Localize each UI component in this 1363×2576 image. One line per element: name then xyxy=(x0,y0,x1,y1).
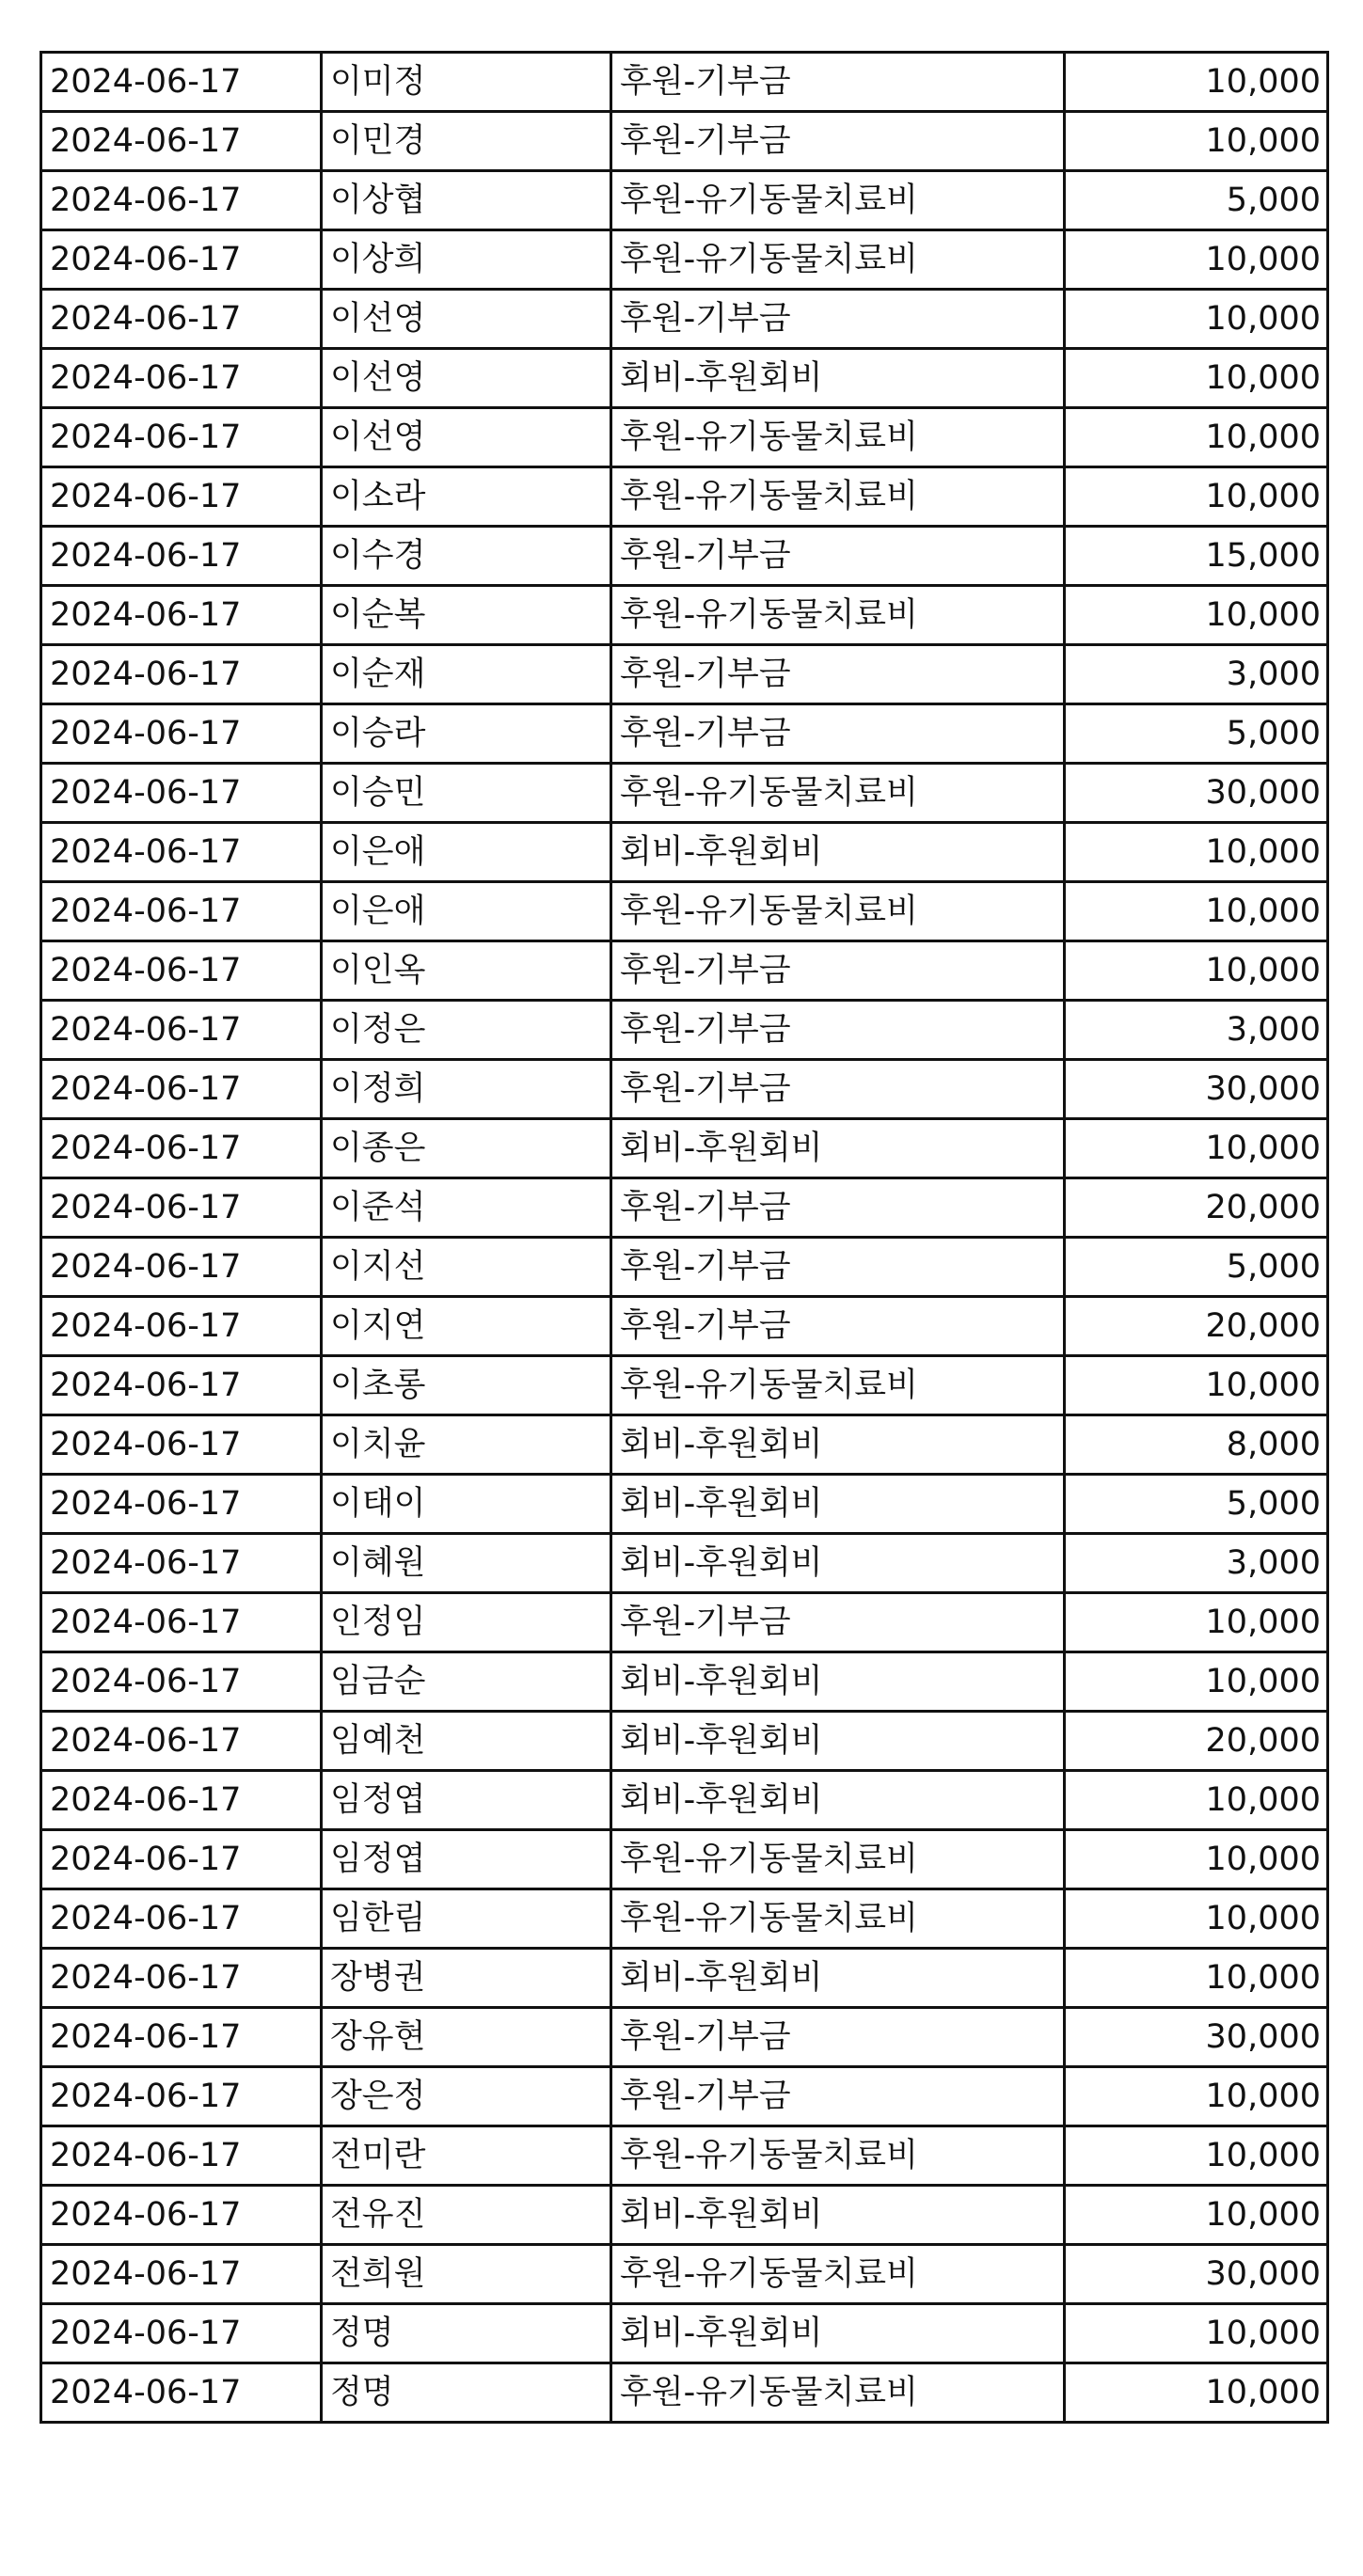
donor-name-cell: 이수경 xyxy=(322,527,611,586)
ledger-body xyxy=(41,53,1328,2423)
category-cell: 후원-기부금 xyxy=(611,290,1065,349)
amount-cell: 3,000 xyxy=(1065,645,1328,704)
amount-cell: 30,000 xyxy=(1065,1060,1328,1119)
date-cell: 2024-06-17 xyxy=(41,1356,322,1415)
category-cell: 후원-유기동물치료비 xyxy=(611,2363,1065,2423)
category-cell: 후원-기부금 xyxy=(611,527,1065,586)
donor-name-cell: 이민경 xyxy=(322,112,611,171)
table-row xyxy=(41,1949,1328,2008)
donor-name-cell: 정명 xyxy=(322,2304,611,2363)
category-cell: 후원-기부금 xyxy=(611,1060,1065,1119)
donor-name-cell: 장유현 xyxy=(322,2008,611,2067)
donor-name-cell: 이정희 xyxy=(322,1060,611,1119)
table-row xyxy=(41,645,1328,704)
date-cell: 2024-06-17 xyxy=(41,1001,322,1060)
date-cell: 2024-06-17 xyxy=(41,230,322,290)
category-cell: 후원-기부금 xyxy=(611,1001,1065,1060)
date-cell: 2024-06-17 xyxy=(41,1297,322,1356)
donor-name-cell: 장은정 xyxy=(322,2067,611,2126)
table-row xyxy=(41,1475,1328,1534)
amount-cell: 30,000 xyxy=(1065,2245,1328,2304)
date-cell: 2024-06-17 xyxy=(41,1238,322,1297)
category-cell: 회비-후원회비 xyxy=(611,1949,1065,2008)
date-cell: 2024-06-17 xyxy=(41,1475,322,1534)
category-cell: 회비-후원회비 xyxy=(611,1415,1065,1475)
table-row xyxy=(41,2245,1328,2304)
amount-cell: 10,000 xyxy=(1065,1593,1328,1652)
table-row xyxy=(41,823,1328,882)
donor-name-cell: 이선영 xyxy=(322,408,611,467)
category-cell: 회비-후원회비 xyxy=(611,349,1065,408)
amount-cell: 20,000 xyxy=(1065,1297,1328,1356)
date-cell: 2024-06-17 xyxy=(41,2363,322,2423)
amount-cell: 10,000 xyxy=(1065,1771,1328,1830)
table-row xyxy=(41,764,1328,823)
date-cell: 2024-06-17 xyxy=(41,408,322,467)
amount-cell: 10,000 xyxy=(1065,349,1328,408)
donor-name-cell: 이선영 xyxy=(322,349,611,408)
donor-name-cell: 임금순 xyxy=(322,1652,611,1712)
category-cell: 후원-유기동물치료비 xyxy=(611,1356,1065,1415)
amount-cell: 10,000 xyxy=(1065,1830,1328,1889)
table-row xyxy=(41,171,1328,230)
category-cell: 후원-유기동물치료비 xyxy=(611,2245,1065,2304)
amount-cell: 30,000 xyxy=(1065,2008,1328,2067)
amount-cell: 10,000 xyxy=(1065,2186,1328,2245)
amount-cell: 10,000 xyxy=(1065,230,1328,290)
table-row xyxy=(41,1712,1328,1771)
category-cell: 후원-기부금 xyxy=(611,2008,1065,2067)
table-row xyxy=(41,53,1328,112)
date-cell: 2024-06-17 xyxy=(41,1534,322,1593)
table-row xyxy=(41,349,1328,408)
table-row xyxy=(41,2186,1328,2245)
date-cell: 2024-06-17 xyxy=(41,2008,322,2067)
date-cell: 2024-06-17 xyxy=(41,586,322,645)
table-row xyxy=(41,941,1328,1001)
date-cell: 2024-06-17 xyxy=(41,1119,322,1178)
category-cell: 후원-유기동물치료비 xyxy=(611,467,1065,527)
table-row xyxy=(41,467,1328,527)
amount-cell: 10,000 xyxy=(1065,53,1328,112)
date-cell: 2024-06-17 xyxy=(41,645,322,704)
donor-name-cell: 이치윤 xyxy=(322,1415,611,1475)
amount-cell: 8,000 xyxy=(1065,1415,1328,1475)
amount-cell: 30,000 xyxy=(1065,764,1328,823)
amount-cell: 15,000 xyxy=(1065,527,1328,586)
donor-name-cell: 이선영 xyxy=(322,290,611,349)
table-row xyxy=(41,2363,1328,2423)
table-row xyxy=(41,704,1328,764)
amount-cell: 10,000 xyxy=(1065,586,1328,645)
amount-cell: 3,000 xyxy=(1065,1001,1328,1060)
category-cell: 후원-기부금 xyxy=(611,112,1065,171)
donor-name-cell: 이순복 xyxy=(322,586,611,645)
donor-name-cell: 이은애 xyxy=(322,882,611,941)
category-cell: 회비-후원회비 xyxy=(611,1771,1065,1830)
donor-name-cell: 이승라 xyxy=(322,704,611,764)
table-row xyxy=(41,2067,1328,2126)
amount-cell: 10,000 xyxy=(1065,1949,1328,2008)
amount-cell: 10,000 xyxy=(1065,2363,1328,2423)
date-cell: 2024-06-17 xyxy=(41,1652,322,1712)
amount-cell: 10,000 xyxy=(1065,2067,1328,2126)
category-cell: 후원-기부금 xyxy=(611,941,1065,1001)
table-row xyxy=(41,586,1328,645)
date-cell: 2024-06-17 xyxy=(41,527,322,586)
donor-name-cell: 이종은 xyxy=(322,1119,611,1178)
amount-cell: 20,000 xyxy=(1065,1712,1328,1771)
date-cell: 2024-06-17 xyxy=(41,941,322,1001)
amount-cell: 10,000 xyxy=(1065,112,1328,171)
category-cell: 후원-유기동물치료비 xyxy=(611,171,1065,230)
donor-name-cell: 장병권 xyxy=(322,1949,611,2008)
table-row xyxy=(41,1001,1328,1060)
category-cell: 후원-유기동물치료비 xyxy=(611,1889,1065,1949)
table-row xyxy=(41,882,1328,941)
donor-name-cell: 이정은 xyxy=(322,1001,611,1060)
amount-cell: 5,000 xyxy=(1065,704,1328,764)
donor-name-cell: 인정임 xyxy=(322,1593,611,1652)
donor-name-cell: 임정엽 xyxy=(322,1771,611,1830)
category-cell: 회비-후원회비 xyxy=(611,2186,1065,2245)
donor-name-cell: 이순재 xyxy=(322,645,611,704)
donor-name-cell: 이승민 xyxy=(322,764,611,823)
table-row xyxy=(41,1060,1328,1119)
date-cell: 2024-06-17 xyxy=(41,1415,322,1475)
amount-cell: 10,000 xyxy=(1065,1889,1328,1949)
category-cell: 회비-후원회비 xyxy=(611,1652,1065,1712)
date-cell: 2024-06-17 xyxy=(41,171,322,230)
amount-cell: 5,000 xyxy=(1065,1238,1328,1297)
category-cell: 후원-유기동물치료비 xyxy=(611,1830,1065,1889)
donor-name-cell: 이지연 xyxy=(322,1297,611,1356)
date-cell: 2024-06-17 xyxy=(41,2126,322,2186)
donor-name-cell: 이상협 xyxy=(322,171,611,230)
donor-name-cell: 이인옥 xyxy=(322,941,611,1001)
table-row xyxy=(41,1889,1328,1949)
donor-name-cell: 이초롱 xyxy=(322,1356,611,1415)
date-cell: 2024-06-17 xyxy=(41,1712,322,1771)
donor-name-cell: 이준석 xyxy=(322,1178,611,1238)
table-row xyxy=(41,1771,1328,1830)
date-cell: 2024-06-17 xyxy=(41,704,322,764)
amount-cell: 10,000 xyxy=(1065,290,1328,349)
date-cell: 2024-06-17 xyxy=(41,1060,322,1119)
donor-name-cell: 정명 xyxy=(322,2363,611,2423)
amount-cell: 10,000 xyxy=(1065,882,1328,941)
donation-ledger-table xyxy=(40,51,1329,2424)
category-cell: 후원-기부금 xyxy=(611,1593,1065,1652)
amount-cell: 10,000 xyxy=(1065,2304,1328,2363)
date-cell: 2024-06-17 xyxy=(41,112,322,171)
donor-name-cell: 이상희 xyxy=(322,230,611,290)
donor-name-cell: 이지선 xyxy=(322,1238,611,1297)
table-row xyxy=(41,1415,1328,1475)
category-cell: 후원-기부금 xyxy=(611,53,1065,112)
amount-cell: 10,000 xyxy=(1065,467,1328,527)
donor-name-cell: 이은애 xyxy=(322,823,611,882)
category-cell: 회비-후원회비 xyxy=(611,1475,1065,1534)
date-cell: 2024-06-17 xyxy=(41,467,322,527)
amount-cell: 5,000 xyxy=(1065,171,1328,230)
date-cell: 2024-06-17 xyxy=(41,1830,322,1889)
table-row xyxy=(41,2304,1328,2363)
donor-name-cell: 전미란 xyxy=(322,2126,611,2186)
category-cell: 후원-유기동물치료비 xyxy=(611,764,1065,823)
category-cell: 후원-유기동물치료비 xyxy=(611,230,1065,290)
table-row xyxy=(41,2126,1328,2186)
donor-name-cell: 임정엽 xyxy=(322,1830,611,1889)
date-cell: 2024-06-17 xyxy=(41,2304,322,2363)
table-row xyxy=(41,1178,1328,1238)
amount-cell: 20,000 xyxy=(1065,1178,1328,1238)
date-cell: 2024-06-17 xyxy=(41,764,322,823)
table-row xyxy=(41,408,1328,467)
amount-cell: 10,000 xyxy=(1065,1356,1328,1415)
category-cell: 후원-유기동물치료비 xyxy=(611,2126,1065,2186)
amount-cell: 10,000 xyxy=(1065,2126,1328,2186)
table-row xyxy=(41,1238,1328,1297)
category-cell: 후원-기부금 xyxy=(611,1178,1065,1238)
category-cell: 후원-기부금 xyxy=(611,645,1065,704)
date-cell: 2024-06-17 xyxy=(41,2245,322,2304)
category-cell: 후원-기부금 xyxy=(611,2067,1065,2126)
table-row xyxy=(41,1356,1328,1415)
date-cell: 2024-06-17 xyxy=(41,1771,322,1830)
date-cell: 2024-06-17 xyxy=(41,2186,322,2245)
category-cell: 회비-후원회비 xyxy=(611,1119,1065,1178)
donor-name-cell: 임예천 xyxy=(322,1712,611,1771)
date-cell: 2024-06-17 xyxy=(41,1593,322,1652)
date-cell: 2024-06-17 xyxy=(41,882,322,941)
table-row xyxy=(41,527,1328,586)
date-cell: 2024-06-17 xyxy=(41,290,322,349)
category-cell: 회비-후원회비 xyxy=(611,823,1065,882)
table-row xyxy=(41,1297,1328,1356)
amount-cell: 5,000 xyxy=(1065,1475,1328,1534)
donor-name-cell: 전희원 xyxy=(322,2245,611,2304)
table-row xyxy=(41,1119,1328,1178)
category-cell: 회비-후원회비 xyxy=(611,1534,1065,1593)
amount-cell: 3,000 xyxy=(1065,1534,1328,1593)
category-cell: 후원-유기동물치료비 xyxy=(611,586,1065,645)
date-cell: 2024-06-17 xyxy=(41,349,322,408)
table-row xyxy=(41,1593,1328,1652)
donor-name-cell: 임한림 xyxy=(322,1889,611,1949)
date-cell: 2024-06-17 xyxy=(41,2067,322,2126)
table-row xyxy=(41,1830,1328,1889)
category-cell: 후원-기부금 xyxy=(611,704,1065,764)
date-cell: 2024-06-17 xyxy=(41,823,322,882)
category-cell: 후원-유기동물치료비 xyxy=(611,408,1065,467)
donor-name-cell: 이소라 xyxy=(322,467,611,527)
category-cell: 후원-유기동물치료비 xyxy=(611,882,1065,941)
category-cell: 회비-후원회비 xyxy=(611,1712,1065,1771)
table-row xyxy=(41,230,1328,290)
amount-cell: 10,000 xyxy=(1065,941,1328,1001)
table-row xyxy=(41,1652,1328,1712)
table-row xyxy=(41,1534,1328,1593)
category-cell: 후원-기부금 xyxy=(611,1238,1065,1297)
donor-name-cell: 이미정 xyxy=(322,53,611,112)
donor-name-cell: 이태이 xyxy=(322,1475,611,1534)
amount-cell: 10,000 xyxy=(1065,1119,1328,1178)
donor-name-cell: 이혜원 xyxy=(322,1534,611,1593)
date-cell: 2024-06-17 xyxy=(41,53,322,112)
category-cell: 회비-후원회비 xyxy=(611,2304,1065,2363)
amount-cell: 10,000 xyxy=(1065,408,1328,467)
category-cell: 후원-기부금 xyxy=(611,1297,1065,1356)
amount-cell: 10,000 xyxy=(1065,1652,1328,1712)
donor-name-cell: 전유진 xyxy=(322,2186,611,2245)
table-row xyxy=(41,2008,1328,2067)
date-cell: 2024-06-17 xyxy=(41,1889,322,1949)
amount-cell: 10,000 xyxy=(1065,823,1328,882)
date-cell: 2024-06-17 xyxy=(41,1949,322,2008)
date-cell: 2024-06-17 xyxy=(41,1178,322,1238)
table-row xyxy=(41,290,1328,349)
table-row xyxy=(41,112,1328,171)
